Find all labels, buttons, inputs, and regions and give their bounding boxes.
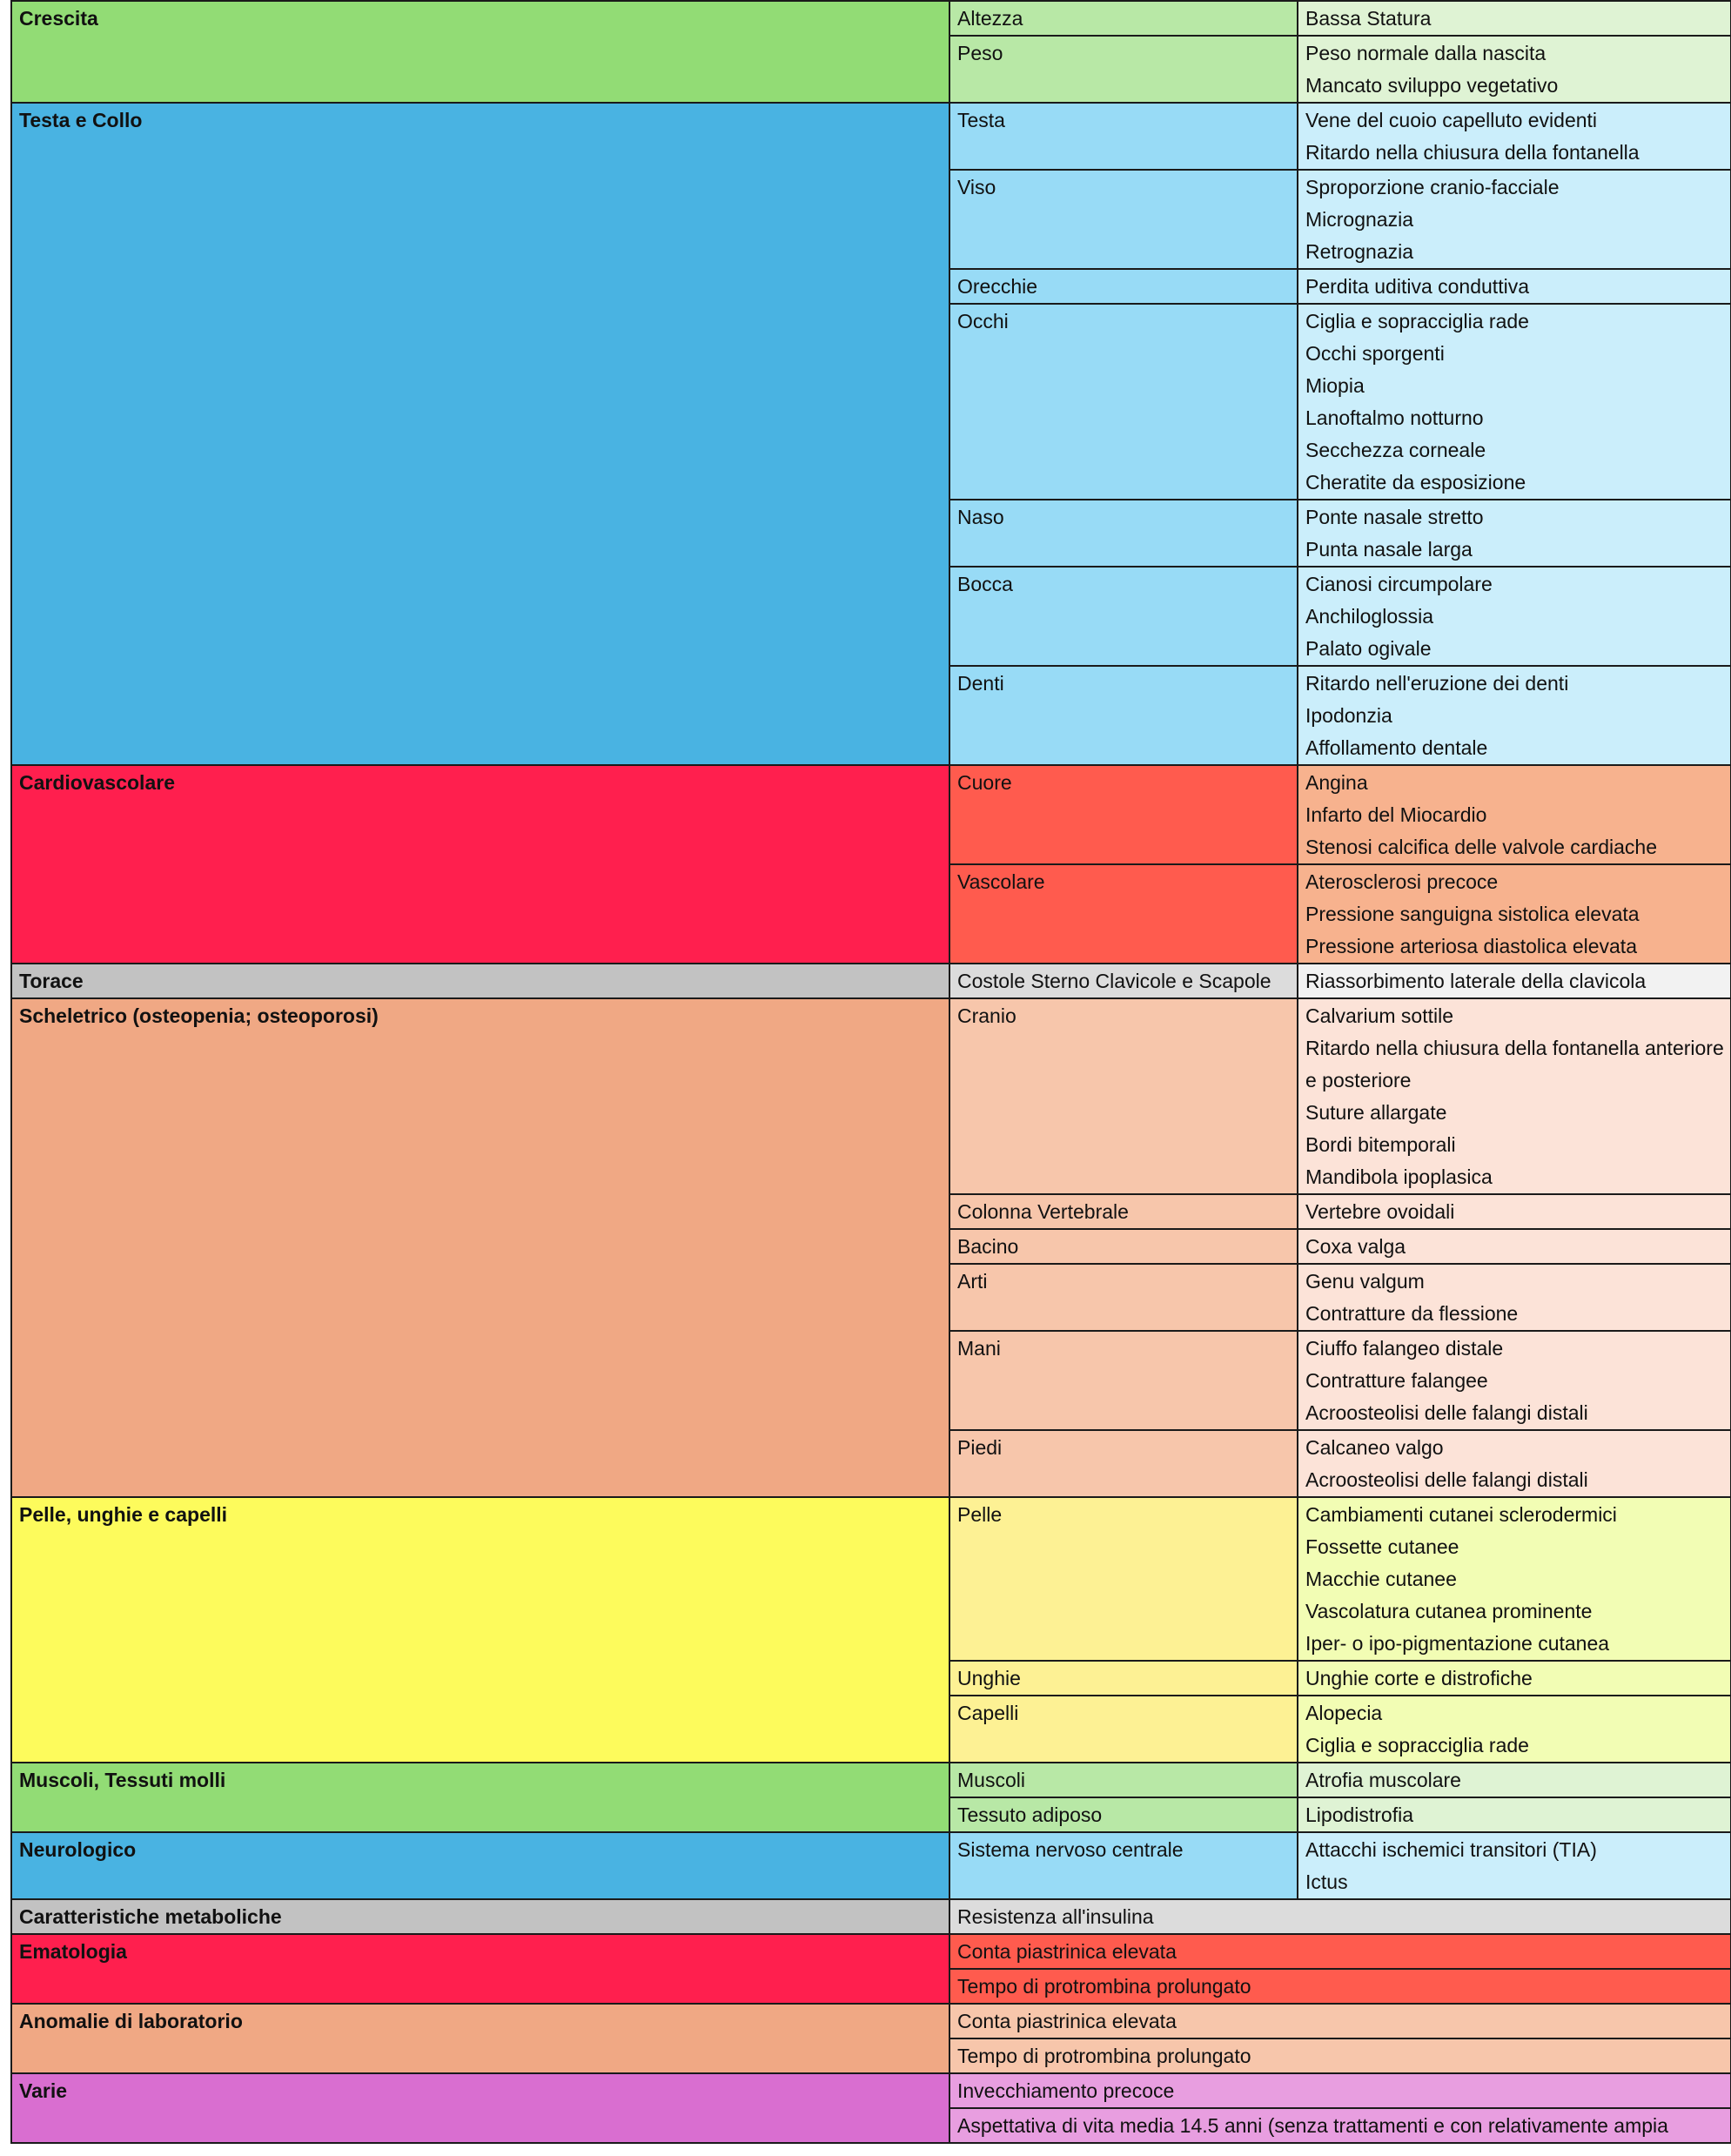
category-cell: Scheletrico (osteopenia; osteoporosi) [11,998,949,1497]
findings-cell [1298,1696,1731,1763]
finding-item: Mancato sviluppo vegetativo [1305,74,1559,97]
table-row [11,1,1731,36]
findings-cell [1298,998,1731,1194]
features-table [10,0,1731,2144]
finding-item: Coxa valga [1305,1235,1406,1258]
finding-item: Bassa Statura [1305,7,1432,30]
finding-item: Riassorbimento laterale della clavicola [1305,970,1647,992]
finding-item: Ciglia e sopracciglia rade [1305,1734,1529,1756]
finding-item: Ritardo nella chiusura della fontanella [1305,141,1640,164]
finding-item: Suture allargate [1305,1101,1447,1124]
finding-item: Vene del cuoio capelluto evidenti [1305,109,1598,131]
category-cell: Crescita [11,1,949,103]
finding-item: Mandibola ipoplasica [1305,1165,1493,1188]
finding-item: Attacchi ischemici transitori (TIA) [1305,1838,1597,1861]
subcategory-cell: Orecchie [949,269,1298,304]
finding-item: Retrognazia [1305,240,1414,263]
finding-item: Sproporzione cranio-facciale [1305,176,1560,198]
subcategory-cell: Piedi [949,1430,1298,1497]
findings-cell [1298,500,1731,567]
finding-cell: Tempo di protrombina prolungato [949,2038,1731,2073]
category-cell: Cardiovascolare [11,765,949,964]
table-row [11,1832,1731,1899]
findings-cell [1298,964,1731,998]
table-row [11,765,1731,864]
subcategory-cell: Denti [949,666,1298,765]
finding-item: Infarto del Miocardio [1305,803,1487,826]
finding-item: Acroosteolisi delle falangi distali [1305,1401,1588,1424]
category-cell: Ematologia [11,1934,949,2004]
subcategory-cell: Cranio [949,998,1298,1194]
finding-item: Peso normale dalla nascita [1305,42,1546,64]
table-row [11,964,1731,998]
findings-cell [1298,1797,1731,1832]
finding-item: Miopia [1305,374,1365,397]
finding-item: Stenosi calcifica delle valvole cardiache [1305,836,1657,858]
category-cell: Anomalie di laboratorio [11,2004,949,2073]
finding-item: Ipodonzia [1305,704,1392,727]
finding-item: Vascolatura cutanea prominente [1305,1600,1593,1622]
table-row [11,1934,1731,1969]
finding-item: Cheratite da esposizione [1305,471,1526,494]
table-row [11,998,1731,1194]
finding-item: Pressione arteriosa diastolica elevata [1305,935,1637,957]
finding-item: Ponte nasale stretto [1305,506,1484,528]
findings-cell [1298,567,1731,666]
finding-item: Perdita uditiva conduttiva [1305,275,1529,298]
findings-cell [1298,1331,1731,1430]
finding-item: Contratture da flessione [1305,1302,1519,1325]
findings-cell [1298,103,1731,170]
finding-item: Ritardo nell'eruzione dei denti [1305,672,1569,695]
findings-cell [1298,1264,1731,1331]
subcategory-cell: Testa [949,103,1298,170]
subcategory-cell: Cuore [949,765,1298,864]
finding-cell: Aspettativa di vita media 14.5 anni (senza trattamenti e con relativamente ampia [949,2108,1731,2143]
finding-item: Angina [1305,771,1368,794]
finding-item: Fossette cutanee [1305,1535,1459,1558]
subcategory-cell: Occhi [949,304,1298,500]
findings-cell [1298,1,1731,36]
finding-item: Bordi bitemporali [1305,1133,1456,1156]
findings-cell [1298,1497,1731,1661]
finding-item: Unghie corte e distrofiche [1305,1667,1533,1689]
subcategory-cell: Naso [949,500,1298,567]
finding-item: Iper- o ipo-pigmentazione cutanea [1305,1632,1610,1655]
findings-cell [1298,864,1731,964]
finding-item: Calvarium sottile [1305,1004,1453,1027]
finding-item: Cianosi circumpolare [1305,573,1493,595]
finding-item: Ictus [1305,1871,1348,1893]
subcategory-cell: Colonna Vertebrale [949,1194,1298,1229]
table-row [11,2004,1731,2038]
subcategory-cell: Tessuto adiposo [949,1797,1298,1832]
finding-item: Pressione sanguigna sistolica elevata [1305,903,1640,925]
finding-item: Micrognazia [1305,208,1413,231]
findings-cell [1298,170,1731,269]
finding-cell: Invecchiamento precoce [949,2073,1731,2108]
subcategory-cell: Altezza [949,1,1298,36]
subcategory-cell: Viso [949,170,1298,269]
findings-cell [1298,304,1731,500]
findings-cell [1298,1661,1731,1696]
finding-item: Secchezza corneale [1305,439,1486,461]
table-row [11,2073,1731,2108]
subcategory-cell: Vascolare [949,864,1298,964]
finding-item: Acroosteolisi delle falangi distali [1305,1468,1588,1491]
findings-cell [1298,36,1731,103]
subcategory-cell: Arti [949,1264,1298,1331]
finding-cell: Resistenza all'insulina [949,1899,1731,1934]
table-row [11,1763,1731,1797]
finding-item: Atrofia muscolare [1305,1769,1461,1791]
finding-item: Aterosclerosi precoce [1305,870,1499,893]
table-row [11,1899,1731,1934]
finding-item: Anchiloglossia [1305,605,1434,628]
subcategory-cell: Sistema nervoso centrale [949,1832,1298,1899]
category-cell: Caratteristiche metaboliche [11,1899,949,1934]
finding-item: Affollamento dentale [1305,736,1488,759]
category-cell: Muscoli, Tessuti molli [11,1763,949,1832]
finding-item: Ritardo nella chiusura della fontanella anteriore [1305,1037,1724,1059]
subcategory-cell: Pelle [949,1497,1298,1661]
finding-item: e posteriore [1305,1069,1412,1091]
findings-cell [1298,1194,1731,1229]
finding-item: Ciuffo falangeo distale [1305,1337,1504,1360]
finding-item: Lipodistrofia [1305,1803,1414,1826]
features-table-body [11,1,1731,2143]
finding-item: Occhi sporgenti [1305,342,1445,365]
subcategory-cell: Capelli [949,1696,1298,1763]
subcategory-cell: Unghie [949,1661,1298,1696]
subcategory-cell: Peso [949,36,1298,103]
finding-cell: Conta piastrinica elevata [949,2004,1731,2038]
category-cell: Varie [11,2073,949,2143]
findings-cell [1298,1832,1731,1899]
findings-cell [1298,1763,1731,1797]
subcategory-cell: Bacino [949,1229,1298,1264]
finding-item: Genu valgum [1305,1270,1425,1293]
findings-cell [1298,666,1731,765]
finding-item: Macchie cutanee [1305,1568,1457,1590]
finding-item: Calcaneo valgo [1305,1436,1444,1459]
finding-item: Cambiamenti cutanei sclerodermici [1305,1503,1617,1526]
category-cell: Neurologico [11,1832,949,1899]
subcategory-cell: Mani [949,1331,1298,1430]
finding-cell: Conta piastrinica elevata [949,1934,1731,1969]
findings-cell [1298,1430,1731,1497]
finding-item: Punta nasale larga [1305,538,1473,561]
findings-cell [1298,765,1731,864]
subcategory-cell: Bocca [949,567,1298,666]
findings-cell [1298,1229,1731,1264]
finding-item: Contratture falangee [1305,1369,1488,1392]
table-row [11,103,1731,170]
subcategory-cell: Costole Sterno Clavicole e Scapole [949,964,1298,998]
finding-item: Alopecia [1305,1702,1383,1724]
finding-cell: Tempo di protrombina prolungato [949,1969,1731,2004]
finding-item: Lanoftalmo notturno [1305,406,1484,429]
subcategory-cell: Muscoli [949,1763,1298,1797]
table-row [11,1497,1731,1661]
finding-item: Vertebre ovoidali [1305,1200,1455,1223]
category-cell: Torace [11,964,949,998]
findings-cell [1298,269,1731,304]
category-cell: Pelle, unghie e capelli [11,1497,949,1763]
finding-item: Ciglia e sopracciglia rade [1305,310,1529,332]
finding-item: Palato ogivale [1305,637,1432,660]
category-cell: Testa e Collo [11,103,949,765]
